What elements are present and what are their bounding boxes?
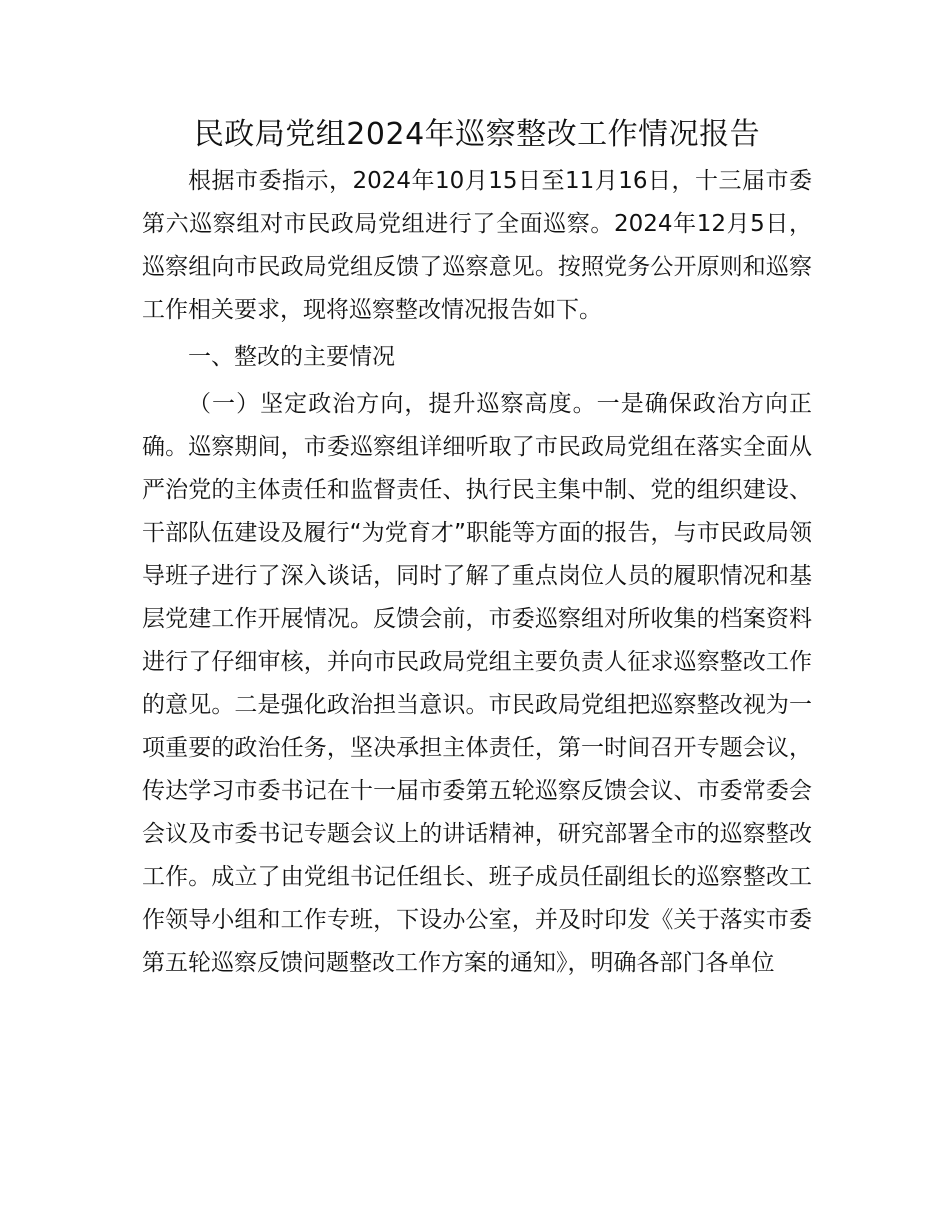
- document-page: [142, 110, 812, 985]
- document-title: 民政局党组2024年巡察整改工作情况报告: [193, 117, 761, 152]
- section-body-paragraph: （一）坚定政治方向，提升巡察高度。一是确保政治方向正确。巡察期间，市委巡察组详细听取了市民政局党组在落实全面从严治党的主体责任和监督责任、执行民主集中制、党的组织建设、干部队伍建设及履行“为党育才”职能等方面的报告，与市民政局领导班子进行了深入谈话，同时了解了重点岗位人员的履职情况和基层党建工作开展情况。反馈会前，市委巡察组对所收集的档案资料进行了仔细审核，并向市民政局党组主要负责人征求巡察整改工作的意见。二是强化政治担当意识。市民政局党组把巡察整改视为一项重要的政治任务，坚决承担主体责任，第一时间召开专题会议，传达学习市委书记在十一届市委第五轮巡察反馈会议、市委常委会会议及市委书记专题会议上的讲话精神，研究部署全市的巡察整改工作。成立了由党组书记任组长、班子成员任副组长的巡察整改工作领导小组和工作专班，下设办公室，并及时印发《关于落实市委第五轮巡察反馈问题整改工作方案的通知》，明确各部门各单位: [142, 391, 812, 976]
- intro-paragraph: 根据市委指示，2024年10月15日至11月16日，十三届市委第六巡察组对市民政局党组进行了全面巡察。2024年12月5日，巡察组向市民政局党组反馈了巡察意见。按照党务公开原则和巡察工作相关要求，现将巡察整改情况报告如下。: [142, 168, 812, 323]
- section-heading: 一、整改的主要情况: [188, 344, 395, 370]
